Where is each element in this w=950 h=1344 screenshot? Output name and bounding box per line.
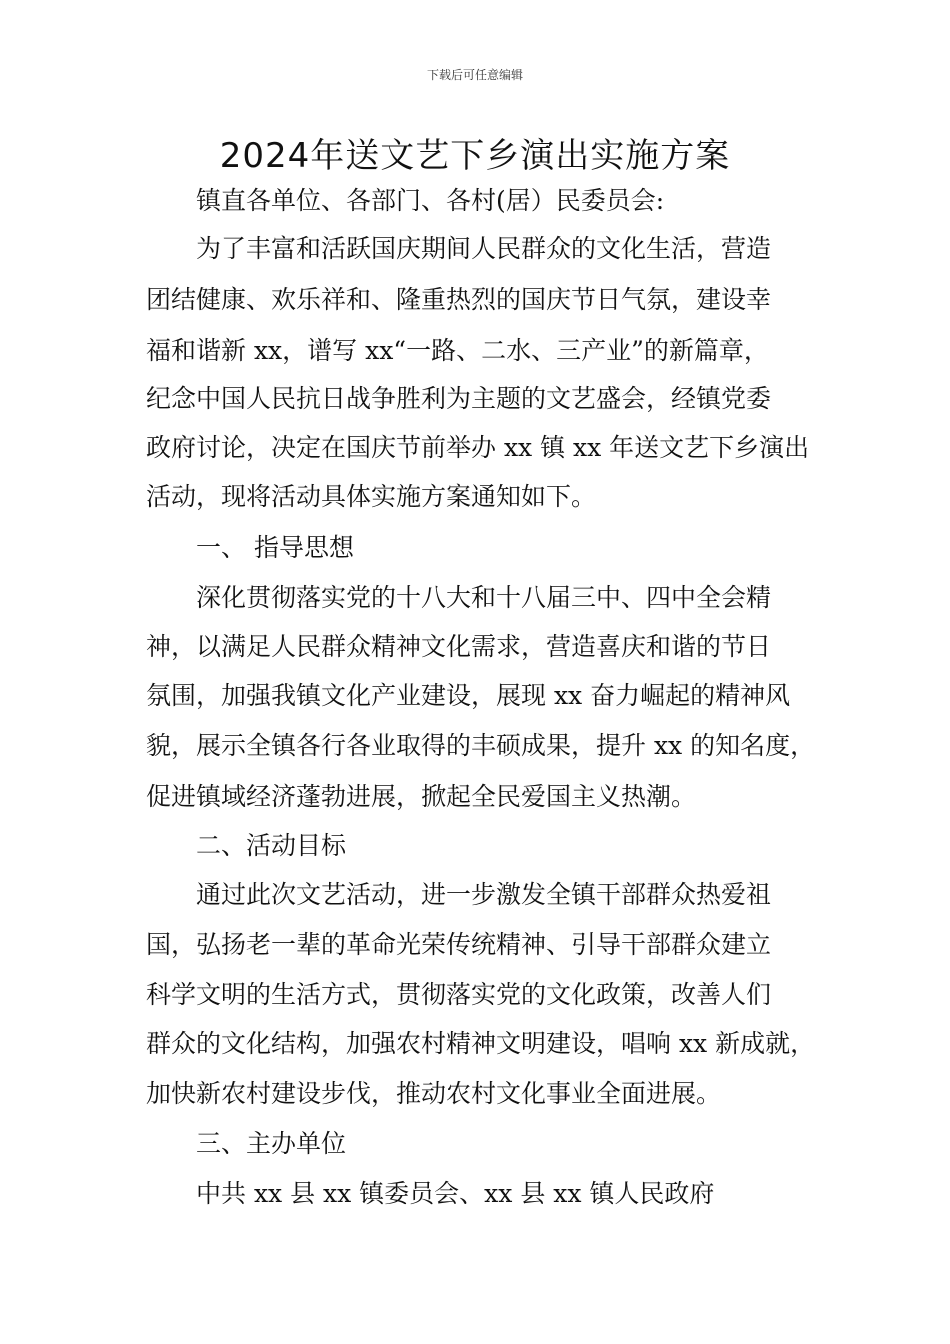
paragraph-line: 促进镇域经济蓬勃进展，掀起全民爱国主义热潮。 (146, 782, 697, 811)
paragraph-line: 纪念中国人民抗日战争胜利为主题的文艺盛会，经镇党委 (146, 384, 772, 413)
paragraph-line: 中共 xx 县 xx 镇委员会、xx 县 xx 镇人民政府 (196, 1179, 715, 1208)
paragraph-line: 通过此次文艺活动，进一步激发全镇干部群众热爱祖 (196, 880, 772, 909)
paragraph-line: 貌，展示全镇各行各业取得的丰硕成果，提升 xx 的知名度， (146, 731, 816, 760)
paragraph-line: 群众的文化结构，加强农村精神文明建设，唱响 xx 新成就， (146, 1029, 816, 1058)
paragraph-line: 政府讨论，决定在国庆节前举办 xx 镇 xx 年送文艺下乡演出 (146, 433, 810, 462)
paragraph-line: 为了丰富和活跃国庆期间人民群众的文化生活，营造 (196, 234, 772, 263)
paragraph-line: 福和谐新 xx，谱写 xx“一路、二水、三产业”的新篇章， (146, 336, 769, 365)
salutation-line: 镇直各单位、各部门、各村(居）民委员会: (196, 186, 665, 215)
paragraph-line: 深化贯彻落实党的十八大和十八届三中、四中全会精 (196, 583, 772, 612)
section-heading: 一、 指导思想 (196, 533, 354, 562)
paragraph-line: 科学文明的生活方式，贯彻落实党的文化政策，改善人们 (146, 980, 772, 1009)
paragraph-line: 团结健康、欢乐祥和、隆重热烈的国庆节日气氛，建设幸 (146, 285, 772, 314)
section-heading: 三、主办单位 (196, 1129, 347, 1158)
paragraph-line: 神，以满足人民群众精神文化需求，营造喜庆和谐的节日 (146, 632, 772, 661)
paragraph-line: 国，弘扬老一辈的革命光荣传统精神、引导干部群众建立 (146, 930, 772, 959)
header-note: 下载后可任意编辑 (426, 68, 523, 82)
paragraph-line: 活动，现将活动具体实施方案通知如下。 (146, 482, 597, 511)
paragraph-line: 加快新农村建设步伐，推动农村文化事业全面进展。 (146, 1079, 722, 1108)
document-title: 2024年送文艺下乡演出实施方案 (219, 136, 731, 176)
paragraph-line: 氛围，加强我镇文化产业建设，展现 xx 奋力崛起的精神风 (146, 681, 791, 710)
section-heading: 二、活动目标 (196, 831, 347, 860)
